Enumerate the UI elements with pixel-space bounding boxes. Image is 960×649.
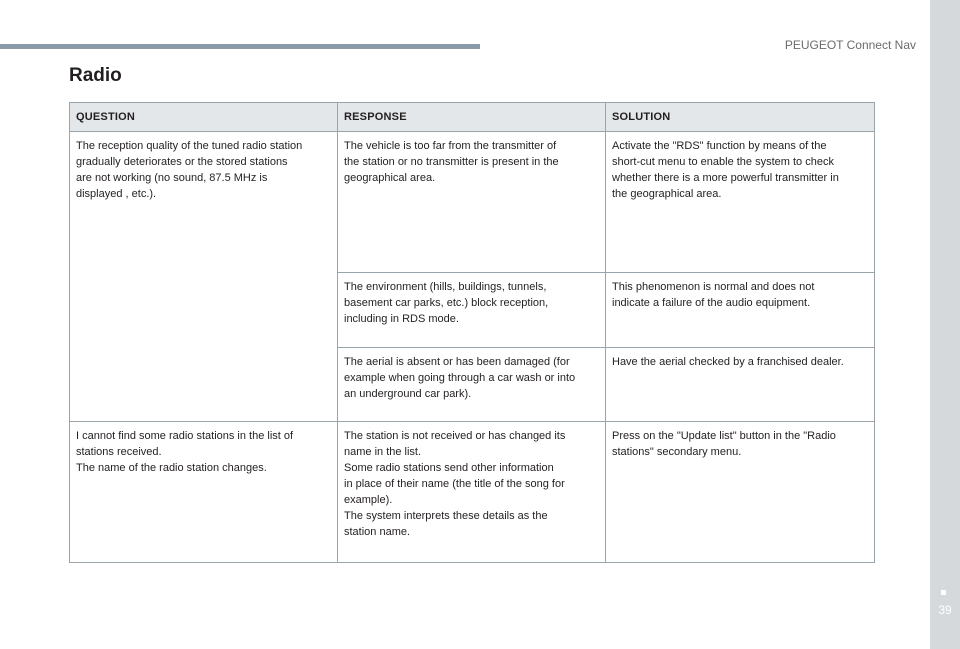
response-cell [338,132,606,273]
response-text: The vehicle is too far from the transmitter of the station or no transmitter is present in the geographical area. [344,140,559,184]
solution-text: Press on the "Update list" button in the "Radio stations" secondary menu. [612,430,836,458]
solution-cell [606,348,875,422]
question-cell [70,132,338,422]
response-cell [338,348,606,422]
response-text: The aerial is absent or has been damaged (for example when going through a car wash or into an underground car park). [344,356,576,400]
table-header-row [70,103,875,132]
solution-cell [606,422,875,563]
response-cell [338,273,606,348]
solution-text: Activate the "RDS" function by means of the short-cut menu to enable the system to check whether there is a more powerful transmitter in the geographical area. [612,140,839,200]
table-row [70,132,875,273]
response-cell [338,422,606,563]
page-title: Radio [69,65,122,86]
response-text: The station is not received or has changed its name in the list. Some radio stations send other information in place of their name (the title of the song for example). The system interprets these details as the station name. [344,430,566,538]
solution-text: Have the aerial checked by a franchised dealer. [612,356,844,368]
column-header-question: QUESTION [70,103,338,132]
response-text: The environment (hills, buildings, tunnels, basement car parks, etc.) block reception, including in RDS mode. [344,281,549,325]
question-text: I cannot find some radio stations in the list of stations received. The name of the radio station changes. [76,430,294,474]
page-marker [941,590,946,595]
page-number: 39 [938,603,952,617]
header-rule [0,44,480,49]
question-text: The reception quality of the tuned radio station gradually deteriorates or the stored stations are not working (no sound, 87.5 MHz is displayed , etc.). [76,140,303,200]
column-header-solution: SOLUTION [606,103,875,132]
solution-cell [606,273,875,348]
troubleshooting-table [69,102,875,563]
manual-title: PEUGEOT Connect Nav [784,38,916,52]
table-row [70,422,875,563]
question-cell [70,422,338,563]
column-header-response: RESPONSE [338,103,606,132]
solution-text: This phenomenon is normal and does not indicate a failure of the audio equipment. [612,281,815,309]
page-edge-band [930,0,960,649]
solution-cell [606,132,875,273]
